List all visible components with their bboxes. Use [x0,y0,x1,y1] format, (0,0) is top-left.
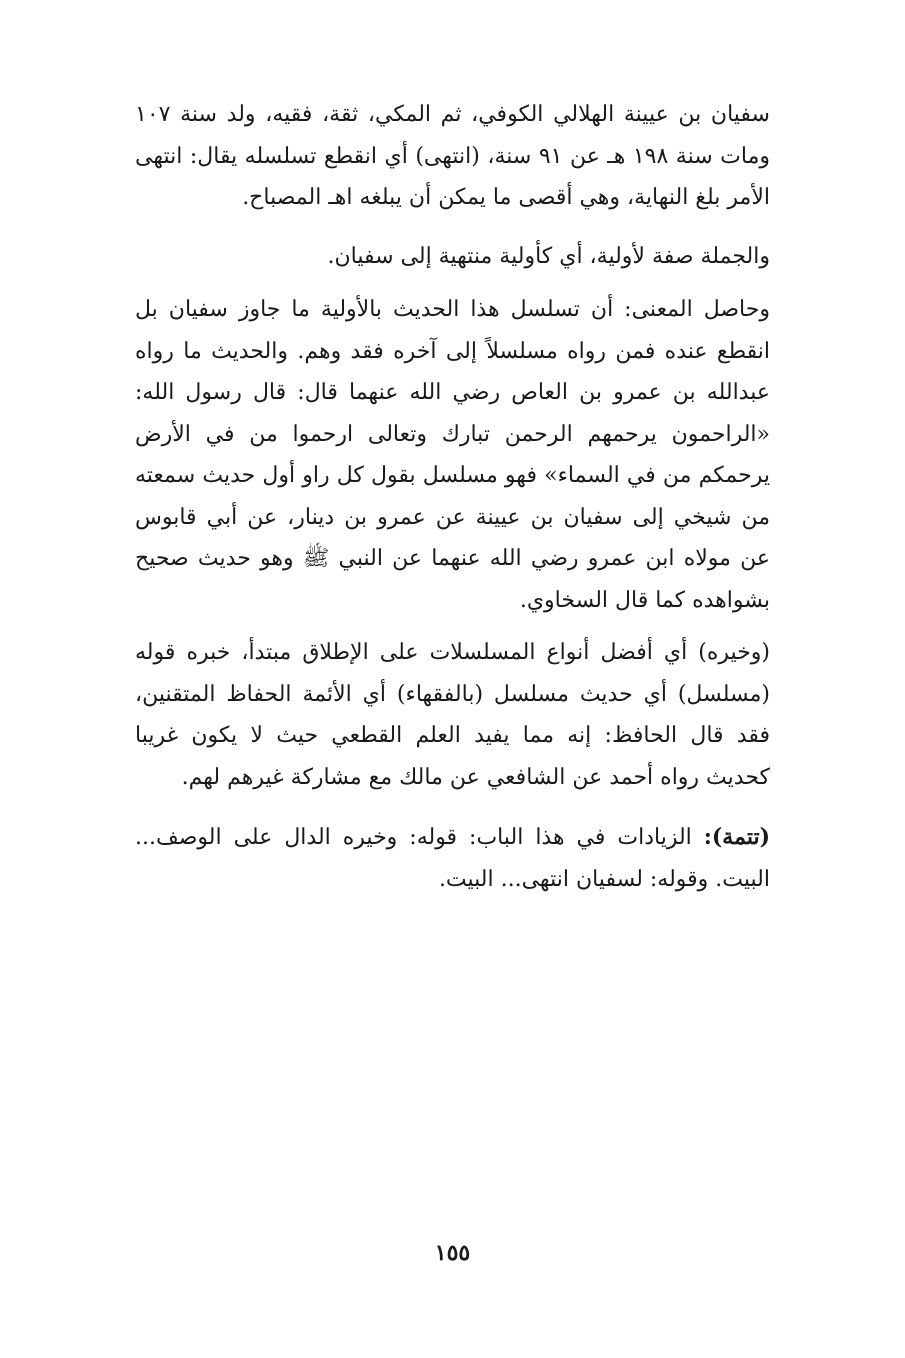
paragraph-text [135,817,770,900]
paragraph-text: سفيان بن عيينة الهلالي الكوفي، ثم المكي، ثقة، فقيه، ولد سنة ١٠٧ ومات سنة ١٩٨ هـ عن ٩١ سنة، (انتهى) أي انقطع تسلسله يقال: انتهى الأمر بلغ النهاية، وهي أقصى ما يمكن أن يبلغه اهـ المصباح. [135,102,770,210]
page-number: ١٥٥ [434,1240,471,1266]
paragraph-sufyan-bio [135,94,770,219]
paragraph-tatimma [135,817,770,900]
paragraph-text: وحاصل المعنى: أن تسلسل هذا الحديث بالأولية ما جاوز سفيان بل انقطع عنده فمن رواه مسلسلاً إلى آخره فقد وهم. والحديث ما رواه عبدالله بن عمرو بن العاص رضي الله عنهما قال: قال رسول الله: «الراحمون يرحمهم الرحمن تبارك وتعالى ارحموا من في الأرض يرحمكم من في السماء» فهو مسلسل بقول كل راو أول حديث سمعته من شيخي إلى سفيان بن عيينة عن عمرو بن دينار، عن أبي قابوس عن مولاه ابن عمرو رضي الله عنهما عن النبي ﷺ وهو حديث صحيح بشواهده كما قال السخاوي. [135,297,770,613]
paragraph-text: والجملة صفة لأولية، أي كأولية منتهية إلى سفيان. [327,244,770,269]
paragraph-text: (وخيره) أي أفضل أنواع المسلسلات على الإطلاق مبتدأ، خبره قوله (مسلسل) أي حديث مسلسل (بالفقهاء) أي الأئمة الحفاظ المتقنين، فقد قال الحافظ: إنه مما يفيد العلم القطعي حيث لا يكون غريبا كحديث رواه أحمد عن الشافعي عن مالك مع مشاركة غيرهم لهم. [135,640,770,790]
paragraph-best-musalsal [135,632,770,798]
paragraph-sentence-note [135,236,770,278]
tatimma-text: الزيادات في هذا الباب: قوله: وخيره الدال على الوصف... البيت. وقوله: لسفيان انتهى... البيت. [135,825,770,892]
paragraph-meaning [135,289,770,621]
tatimma-label: (تتمة): [703,824,770,850]
